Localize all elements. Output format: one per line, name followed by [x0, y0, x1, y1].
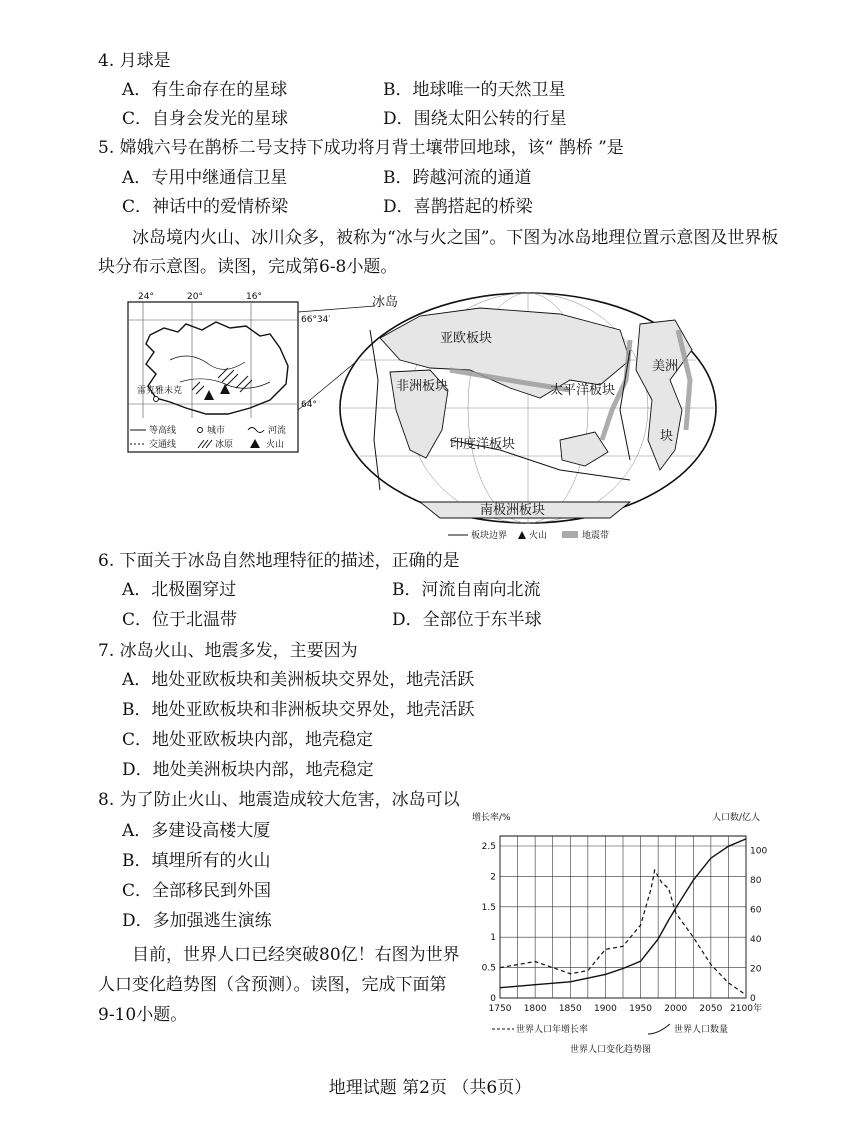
q6-stem: 6. 下面关于冰岛自然地理特征的描述，正确的是: [98, 551, 460, 571]
q7-option-d: D．地处美洲板块内部，地壳稳定: [122, 760, 374, 780]
y-left-tick: 2: [490, 872, 496, 883]
plate-suffix-label: 块: [660, 429, 674, 444]
arctic-circle-label: 66°34′: [301, 315, 331, 325]
q4-option-a: A．有生命存在的星球: [122, 80, 288, 100]
lon-label: 20°: [187, 292, 203, 302]
pacific-plate-label: 太平洋板块: [550, 383, 616, 398]
legend-population: 世界人口数量: [674, 1025, 729, 1035]
lat-label: 64°: [301, 400, 317, 410]
x-tick: 1750: [488, 1004, 512, 1014]
y-right-tick: 40: [750, 935, 762, 946]
x-tick: 1800: [523, 1004, 547, 1014]
y-left-tick: 2.5: [481, 842, 496, 852]
legend-river: 河流: [268, 426, 287, 436]
indian-plate-label: 印度洋板块: [450, 437, 516, 452]
q8-option-c: C．全部移民到外国: [122, 881, 272, 901]
x-tick: 2050: [699, 1004, 723, 1014]
q5-option-c: C．神话中的爱情桥梁: [122, 197, 289, 217]
q6-option-c: C．位于北温带: [122, 610, 238, 630]
intro-population: 目前，世界人口已经突破80亿！右图为世界人口变化趋势图（含预测）。读图，完成下面第9-10小题。: [98, 945, 460, 1025]
q6-option-d: D．全部位于东半球: [392, 610, 542, 630]
y-left-tick: 0.5: [481, 963, 496, 974]
q5-option-d: D．喜鹊搭起的桥梁: [383, 197, 533, 217]
american-plate-label: 美洲: [652, 359, 679, 374]
y-left-tick: 1: [490, 933, 496, 944]
q4-option-d: D．围绕太阳公转的行星: [383, 109, 567, 129]
y-right-tick: 0: [750, 994, 756, 1004]
q7-stem: 7. 冰岛火山、地震多发，主要因为: [98, 641, 358, 661]
y-left-label: 增长率/%: [472, 813, 511, 823]
map-figure: [120, 290, 726, 544]
legend-volcano: 火山: [529, 531, 548, 541]
world-plate-map: [330, 290, 726, 540]
legend-city: 城市: [207, 426, 226, 436]
q7-option-c: C．地处亚欧板块内部，地壳稳定: [122, 730, 374, 750]
lon-label: 24°: [138, 292, 154, 302]
q4-option-c: C．自身会发光的星球: [122, 109, 289, 129]
x-tick: 1950: [629, 1004, 653, 1014]
q5-option-b: B．跨越河流的通道: [383, 168, 532, 188]
q8-option-d: D．多加强逃生演练: [122, 911, 272, 931]
y-right-tick: 80: [750, 876, 762, 887]
y-right-tick: 60: [750, 905, 762, 916]
legend-road: 交通线: [149, 440, 177, 450]
x-tick: 2100年: [730, 1004, 762, 1014]
y-right-tick: 20: [750, 964, 762, 975]
x-tick: 1850: [558, 1004, 582, 1014]
q7-option-a: A．地处亚欧板块和美洲板块交界处，地壳活跃: [122, 670, 475, 690]
q8-stem: 8. 为了防止火山、地震造成较大危害，冰岛可以: [98, 790, 460, 810]
legend-growth-rate: 世界人口年增长率: [516, 1025, 589, 1035]
q6-option-a: A．北极圈穿过: [122, 580, 237, 600]
q5-stem: 5. 嫦娥六号在鹊桥二号支持下成功将月背土壤带回地球，该“ 鹊桥 ”是: [98, 138, 624, 158]
legend-quake-belt: 地震带: [582, 531, 610, 541]
q8-option-a: A．多建设高楼大厦: [122, 821, 271, 841]
population-chart: [470, 808, 790, 1063]
q4-stem: 4. 月球是: [98, 51, 171, 71]
city-label: 雷克雅未克: [137, 386, 183, 396]
x-tick: 1900: [593, 1004, 617, 1014]
q7-option-b: B．地处亚欧板块和非洲板块交界处，地壳活跃: [122, 700, 475, 720]
legend-icefield: 冰原: [215, 440, 234, 450]
african-plate-label: 非洲板块: [396, 379, 449, 394]
legend-contour: 等高线: [149, 426, 177, 436]
lon-label: 16°: [246, 292, 262, 302]
intro-iceland: 冰岛境内火山、冰川众多，被称为“冰与火之国”。下图为冰岛地理位置示意图及世界板块分布示意图。读图，完成第6-8小题。: [98, 228, 779, 277]
x-tick: 2000: [664, 1004, 688, 1014]
y-right-tick: 100: [750, 846, 768, 857]
q8-option-b: B．填埋所有的火山: [122, 851, 271, 871]
q6-option-b: B．河流自南向北流: [392, 580, 541, 600]
q4-option-b: B．地球唯一的天然卫星: [383, 80, 566, 100]
chart-title: 世界人口变化趋势图: [570, 1045, 652, 1055]
y-left-tick: 1.5: [481, 902, 496, 913]
iceland-label: 冰岛: [372, 295, 399, 310]
eurasian-plate-label: 亚欧板块: [440, 331, 493, 346]
antarctic-plate-label: 南极洲板块: [480, 503, 546, 518]
legend-plate-boundary: 板块边界: [471, 531, 508, 541]
legend-volcano: 火山: [266, 440, 285, 450]
page-footer: 地理试题 第2页 （共6页）: [328, 1078, 532, 1098]
y-left-tick: 0: [490, 994, 496, 1004]
q5-option-a: A．专用中继通信卫星: [122, 168, 288, 188]
y-right-label: 人口数/亿人: [712, 813, 761, 823]
